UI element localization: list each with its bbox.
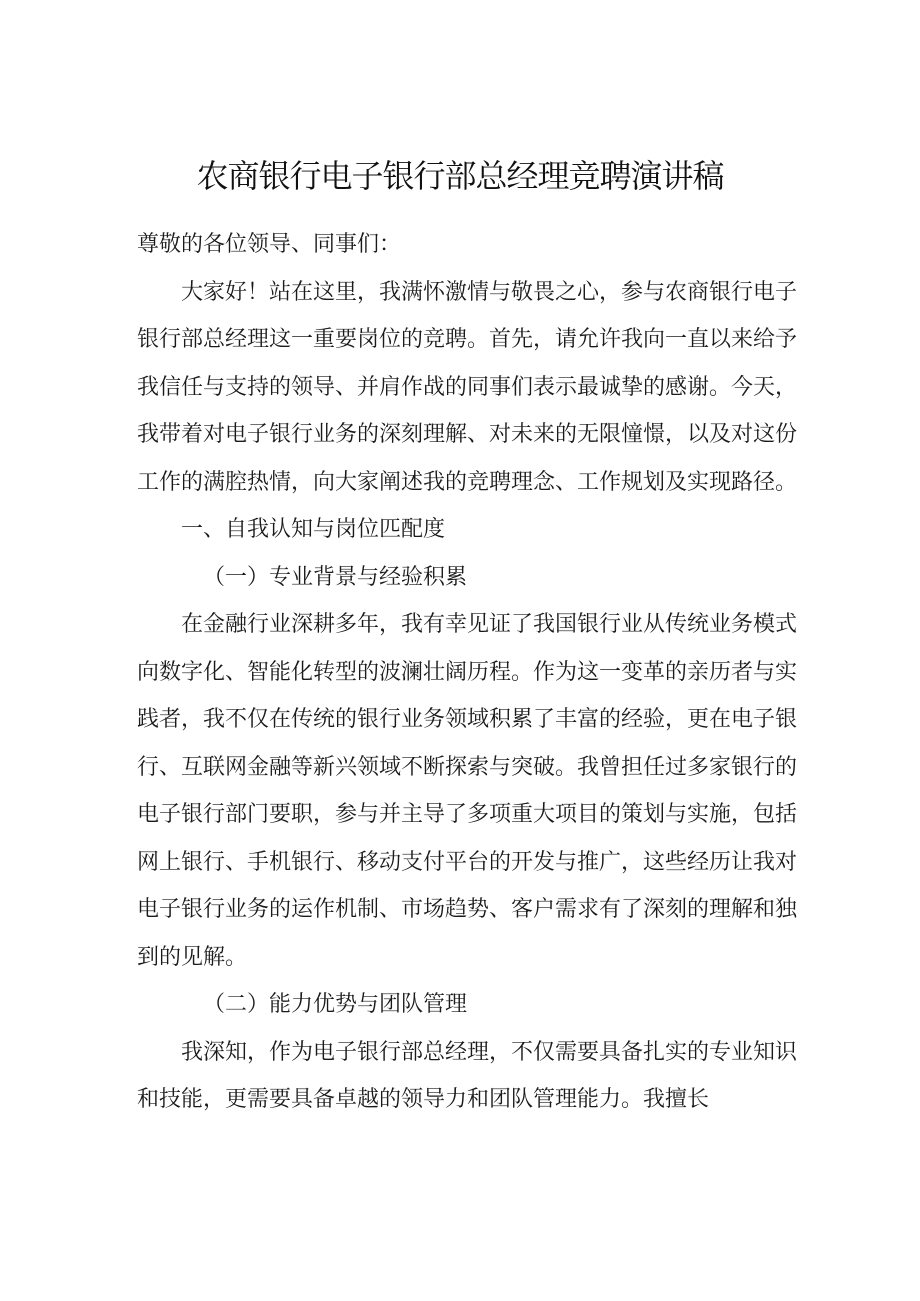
- intro-paragraph: 大家好！站在这里，我满怀激情与敬畏之心，参与农商银行电子银行部总经理这一重要岗位的竞聘。首先，请允许我向一直以来给予我信任与支持的领导、并肩作战的同事们表示最诚挚的感谢。今天，我带着对电子银行业务的深刻理解、对未来的无限憧憬，以及对这份工作的满腔热情，向大家阐述我的竞聘理念、工作规划及实现路径。: [137, 279, 798, 495]
- subsection-heading-2: （二）能力优势与团队管理: [203, 992, 468, 1017]
- subsection-heading-1: （一）专业背景与经验积累: [203, 564, 468, 590]
- salutation: 尊敬的各位领导、同事们：: [137, 232, 402, 257]
- document-title: 农商银行电子银行部总经理竞聘演讲稿: [196, 157, 724, 195]
- document-body: [137, 221, 797, 1124]
- subsection-paragraph-1: 在金融行业深耕多年，我有幸见证了我国银行业从传统业务模式向数字化、智能化转型的波澜壮阔历程。作为这一变革的亲历者与实践者，我不仅在传统的银行业务领域积累了丰富的经验，更在电子银行、互联网金融等新兴领域不断探索与突破。我曾担任过多家银行的电子银行部门要职，参与并主导了多项重大项目的策划与实施，包括网上银行、手机银行、移动支付平台的开发与推广，这些经历让我对电子银行业务的运作机制、市场趋势、客户需求有了深刻的理解和独到的见解。: [137, 612, 798, 970]
- subsection-paragraph-2: 我深知，作为电子银行部总经理，不仅需要具备扎实的专业知识和技能，更需要具备卓越的领导力和团队管理能力。我擅长: [137, 1039, 798, 1112]
- section-heading: 一、自我认知与岗位匹配度: [181, 517, 446, 542]
